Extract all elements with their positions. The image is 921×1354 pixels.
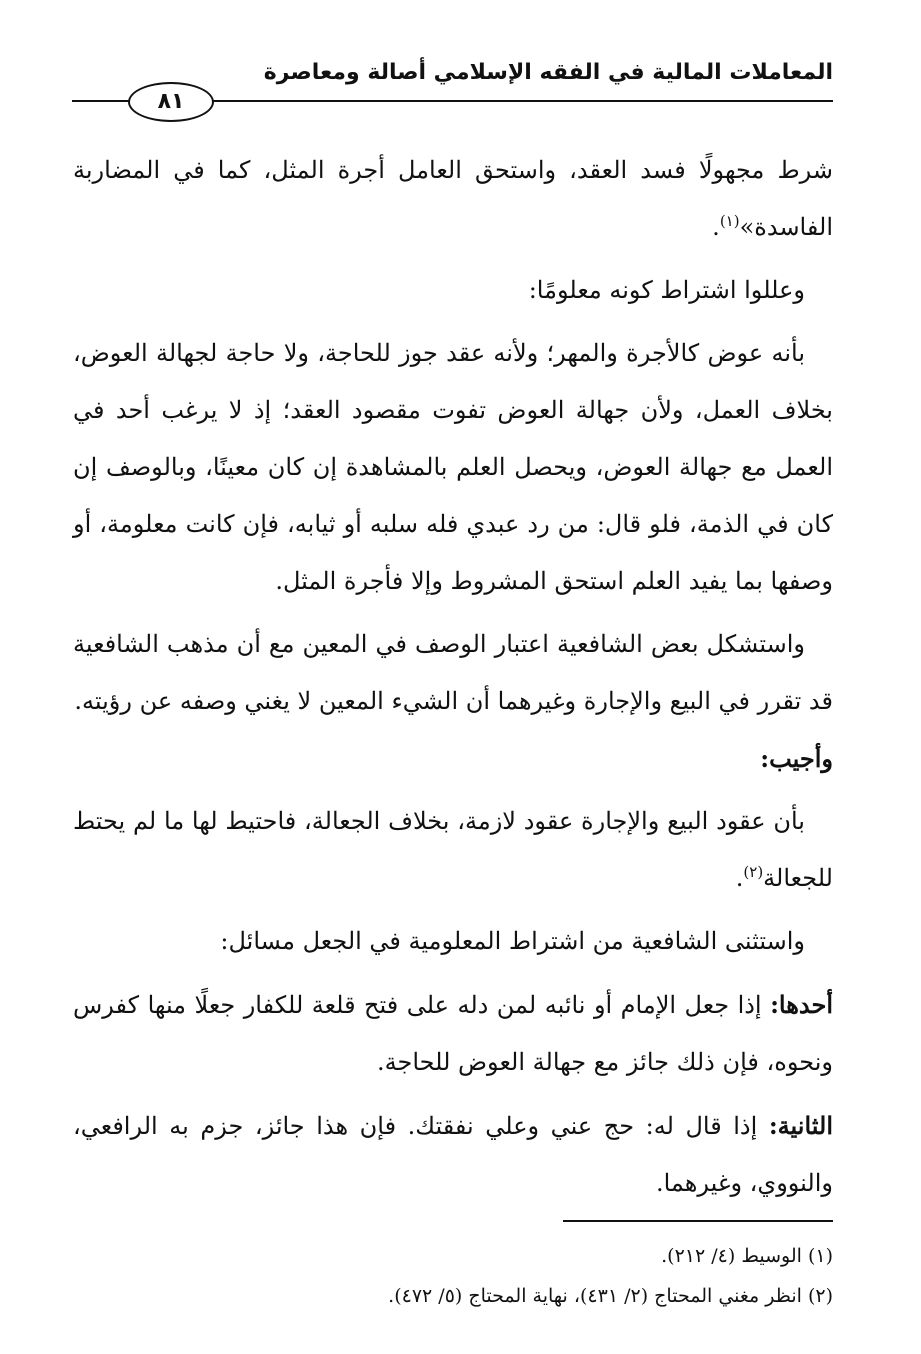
paragraph-1 [73,142,833,256]
main-text [73,142,833,1218]
paragraph-6-text: بأن عقود البيع والإجارة عقود لازمة، بخلاف الجعالة، فاحتيط لها ما لم يحتط للجعالة [73,807,833,892]
paragraph-1-text: شرط مجهولًا فسد العقد، واستحق العامل أجرة المثل، كما في المضاربة الفاسدة» [73,156,834,241]
footnote-ref-1[interactable]: (١) [719,212,740,230]
footnote-ref-2[interactable]: (٢) [743,863,764,881]
footnotes [73,1236,833,1316]
paragraph-8 [73,976,833,1091]
paragraph-9-text: إذا قال له: حج عني وعلي نفقتك. فإن هذا جائز، جزم به الرافعي، والنووي، وغيرهما. [73,1112,833,1197]
paragraph-8-text: إذا جعل الإمام أو نائبه لمن دله على فتح قلعة للكفار جعلًا منها كفرس ونحوه، فإن ذلك جائز مع جهالة العوض للحاجة. [73,991,833,1076]
paragraph-6-end: . [735,864,744,892]
paragraph-3: بأنه عوض كالأجرة والمهر؛ ولأنه عقد جوز للحاجة، ولا حاجة لجهالة العوض، بخلاف العمل، ولأن جهالة العوض تفوت مقصود العقد؛ إذ لا يرغب أحد في العمل مع جهالة العوض، ويحصل العلم بالمشاهدة إن كان معينًا، وبالوصف إن كان في الذمة، فلو قال: من رد عبدي فله سلبه أو ثيابه، فإن كانت معلومة، أو وصفها بما يفيد العلم استحق المشروط وإلا فأجرة المثل. [73,339,833,595]
paragraph-9 [73,1097,833,1212]
page-number: ٨١ [128,82,214,122]
running-title: المعاملات المالية في الفقه الإسلامي أصالة ومعاصرة [263,60,833,85]
paragraph-1-end: . [712,213,720,241]
paragraph-9-lead: الثانية: [768,1111,833,1140]
paragraph-5: وأجيب: [760,744,833,773]
footnote-1: (١) الوسيط (٤/ ٢١٢). [661,1245,833,1267]
paragraph-2: وعللوا اشتراط كونه معلومًا: [528,276,805,304]
paragraph-4: واستشكل بعض الشافعية اعتبار الوصف في المعين مع أن مذهب الشافعية قد تقرر في البيع والإجارة وغيرهما أن الشيء المعين لا يغني وصفه عن رؤيته. [73,630,833,715]
paragraph-7: واستثنى الشافعية من اشتراط المعلومية في الجعل مسائل: [220,927,805,955]
paragraph-6 [73,793,833,907]
footnote-2: (٢) انظر مغني المحتاج (٢/ ٤٣١)، نهاية المحتاج (٥/ ٤٧٢). [388,1285,833,1307]
footnote-separator [563,1220,833,1222]
paragraph-8-lead: أحدها: [770,990,833,1019]
